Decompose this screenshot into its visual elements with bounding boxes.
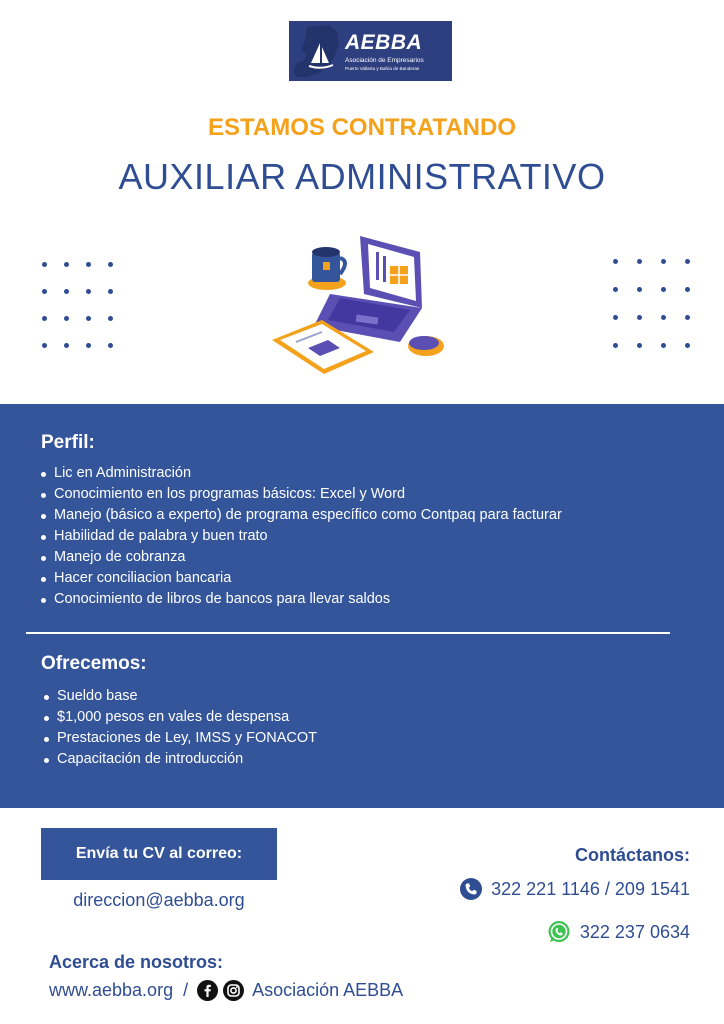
hiring-kicker: ESTAMOS CONTRATANDO <box>208 114 516 141</box>
list-item: Conocimiento en los programas básicos: Excel y Word <box>41 484 562 505</box>
ofrecemos-list <box>44 686 317 770</box>
about-title: Acerca de nosotros: <box>49 952 224 972</box>
aebba-logo <box>289 21 452 81</box>
whatsapp-number: 322 237 0634 <box>579 921 690 942</box>
bay-map-icon <box>289 21 349 81</box>
list-item: Prestaciones de Ley, IMSS y FONACOT <box>44 728 317 749</box>
section-divider <box>26 632 670 634</box>
office-workspace-illustration <box>270 232 450 377</box>
separator: / <box>183 980 189 1000</box>
perfil-title: Perfil: <box>41 432 95 453</box>
facebook-icon[interactable] <box>197 980 218 1001</box>
instagram-icon[interactable] <box>223 980 244 1001</box>
logo-brand: AEBBA <box>345 31 423 54</box>
logo-subtitle: Asociación de Empresarios <box>345 57 424 64</box>
whatsapp-row[interactable] <box>547 920 690 944</box>
phone-number: 322 221 1146 / 209 1541 <box>491 878 690 899</box>
mouse-icon <box>408 336 444 356</box>
coffee-mug-icon <box>308 247 346 290</box>
whatsapp-icon <box>547 920 571 944</box>
list-item: Manejo de cobranza <box>41 547 562 568</box>
social-account-name[interactable]: Asociación AEBBA <box>252 980 404 1000</box>
logo-subtitle-location: Puerto Vallarta y Bahía de Banderas <box>345 66 420 71</box>
phone-icon <box>460 878 482 900</box>
send-cv-banner: Envía tu CV al correo: <box>41 828 277 880</box>
list-item: Conocimiento de libros de bancos para llevar saldos <box>41 589 562 610</box>
phone-row[interactable] <box>460 878 690 900</box>
list-item: $1,000 pesos en vales de despensa <box>44 707 317 728</box>
list-item: Lic en Administración <box>41 463 562 484</box>
dot-grid-left <box>42 262 122 358</box>
website-link[interactable]: www.aebba.org <box>49 980 174 1000</box>
contact-title: Contáctanos: <box>574 845 690 865</box>
dot-grid-right <box>613 259 693 355</box>
list-item: Capacitación de introducción <box>44 749 317 770</box>
about-row <box>49 980 403 1001</box>
perfil-list <box>41 463 562 610</box>
list-item: Hacer conciliacion bancaria <box>41 568 562 589</box>
email-link[interactable]: direccion@aebba.org <box>73 890 245 910</box>
ofrecemos-title: Ofrecemos: <box>41 653 147 674</box>
list-item: Manejo (básico a experto) de programa específico como Contpaq para facturar <box>41 505 562 526</box>
list-item: Sueldo base <box>44 686 317 707</box>
job-title: AUXILIAR ADMINISTRATIVO <box>118 156 606 197</box>
list-item: Habilidad de palabra y buen trato <box>41 526 562 547</box>
